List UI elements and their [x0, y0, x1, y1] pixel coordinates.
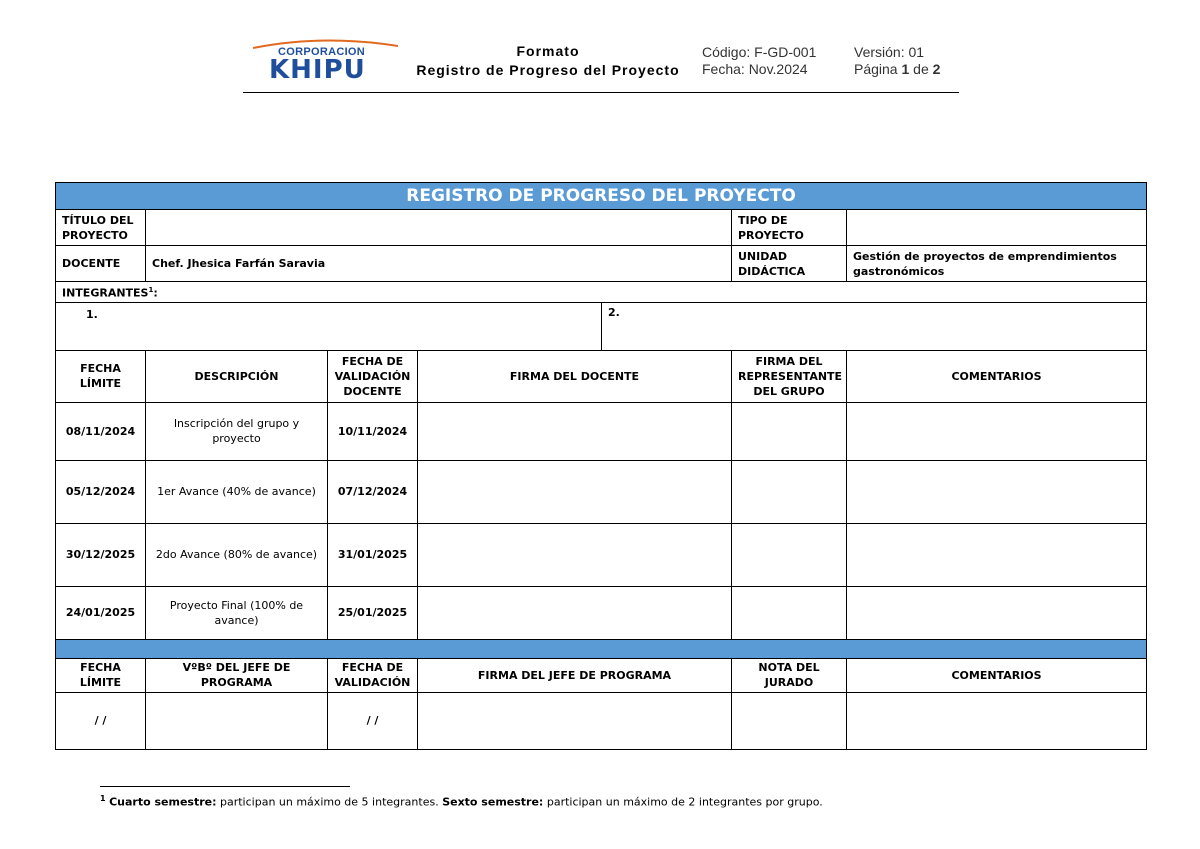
progress-form-table — [55, 182, 1147, 750]
khipu-logo — [248, 36, 398, 86]
row-descripcion: 2do Avance (80% de avance) — [146, 523, 328, 586]
table-row — [56, 523, 1147, 586]
row-firma-representante[interactable] — [732, 586, 847, 639]
form-title-band: REGISTRO DE PROGRESO DEL PROYECTO — [56, 183, 1147, 210]
header-version-block — [854, 44, 940, 78]
page-total: 2 — [932, 61, 941, 77]
row-firma-docente[interactable] — [418, 586, 732, 639]
row-comentarios[interactable] — [847, 460, 1147, 523]
jefe-firma-field[interactable] — [418, 692, 732, 749]
row-firma-representante[interactable] — [732, 523, 847, 586]
row-comentarios[interactable] — [847, 586, 1147, 639]
logo-top-text: CORPORACION — [278, 46, 366, 58]
page-number: 1 — [901, 61, 910, 77]
col-descripcion: DESCRIPCIÓN — [146, 350, 328, 402]
header-page — [854, 61, 940, 78]
titulo-field[interactable] — [146, 210, 732, 246]
footnote-cuarto: Cuarto semestre: — [109, 795, 217, 809]
table-row — [56, 586, 1147, 639]
row-fecha: 05/12/2024 — [56, 460, 146, 523]
unidad-field[interactable]: Gestión de proyectos de emprendimientos gastronómicos — [847, 246, 1147, 282]
jefe-validacion-field[interactable]: / / — [328, 692, 418, 749]
jefe-col-fecha-limite: FECHA LÍMITE — [56, 658, 146, 692]
header-title — [408, 42, 688, 80]
docente-label: DOCENTE — [56, 246, 146, 282]
jefe-nota-field[interactable] — [732, 692, 847, 749]
col-firma-docente: FIRMA DEL DOCENTE — [418, 350, 732, 402]
document-header — [243, 30, 959, 93]
jefe-row — [56, 692, 1147, 749]
header-date: Fecha: Nov.2024 — [702, 61, 808, 77]
row-descripcion: 1er Avance (40% de avance) — [146, 460, 328, 523]
table-row — [56, 460, 1147, 523]
col-firma-representante: FIRMA DEL REPRESENTANTE DEL GRUPO — [732, 350, 847, 402]
footnote-text2: participan un máximo de 2 integrantes por grupo. — [543, 795, 823, 809]
row-descripcion: Proyecto Final (100% de avance) — [146, 586, 328, 639]
col-fecha-validacion: FECHA DE VALIDACIÓN DOCENTE — [328, 350, 418, 402]
jefe-col-firma: FIRMA DEL JEFE DE PROGRAMA — [418, 658, 732, 692]
row-validacion: 31/01/2025 — [328, 523, 418, 586]
integrantes-footnote-ref: 1 — [148, 286, 154, 294]
jefe-col-comentarios: COMENTARIOS — [847, 658, 1147, 692]
jefe-col-nota: NOTA DEL JURADO — [732, 658, 847, 692]
footnote — [100, 794, 823, 809]
row-comentarios[interactable] — [847, 402, 1147, 460]
row-comentarios[interactable] — [847, 523, 1147, 586]
row-firma-representante[interactable] — [732, 460, 847, 523]
logo-main-text: KHIPU — [269, 55, 366, 85]
row-firma-docente[interactable] — [418, 460, 732, 523]
member-1-field[interactable]: 1. — [56, 302, 602, 350]
header-title-line2: Registro de Progreso del Proyecto — [416, 62, 680, 78]
tipo-field[interactable] — [847, 210, 1147, 246]
row-fecha: 30/12/2025 — [56, 523, 146, 586]
row-validacion: 10/11/2024 — [328, 402, 418, 460]
page-mid: de — [909, 61, 933, 77]
titulo-label: TÍTULO DEL PROYECTO — [56, 210, 146, 246]
header-code: Código: F-GD-001 — [702, 44, 817, 60]
footnote-sexto: Sexto semestre: — [442, 795, 544, 809]
table-row — [56, 402, 1147, 460]
col-comentarios: COMENTARIOS — [847, 350, 1147, 402]
footnote-text1: participan un máximo de 5 integrantes. — [216, 795, 443, 809]
row-validacion: 07/12/2024 — [328, 460, 418, 523]
integrantes-text: INTEGRANTES — [62, 286, 149, 300]
jefe-header-row — [56, 658, 1147, 692]
row-firma-representante[interactable] — [732, 402, 847, 460]
row-fecha: 08/11/2024 — [56, 402, 146, 460]
col-fecha-limite: FECHA LÍMITE — [56, 350, 146, 402]
progress-header-row — [56, 350, 1147, 402]
footnote-separator — [100, 786, 350, 787]
jefe-comentarios-field[interactable] — [847, 692, 1147, 749]
row-fecha: 24/01/2025 — [56, 586, 146, 639]
jefe-fecha-field[interactable]: / / — [56, 692, 146, 749]
jefe-col-fecha-validacion: FECHA DE VALIDACIÓN — [328, 658, 418, 692]
member-2-field[interactable]: 2. — [602, 302, 1147, 350]
section-separator-band — [56, 639, 1147, 658]
row-validacion: 25/01/2025 — [328, 586, 418, 639]
header-code-block — [702, 44, 816, 78]
header-title-line1: Formato — [516, 43, 580, 59]
row-firma-docente[interactable] — [418, 402, 732, 460]
docente-field[interactable]: Chef. Jhesica Farfán Saravia — [146, 246, 732, 282]
page-prefix: Página — [854, 61, 902, 77]
tipo-label: TIPO DE PROYECTO — [732, 210, 847, 246]
header-version: Versión: 01 — [854, 44, 925, 60]
jefe-vobo-field[interactable] — [146, 692, 328, 749]
jefe-col-vobo: VºBº DEL JEFE DE PROGRAMA — [146, 658, 328, 692]
integrantes-colon: : — [153, 286, 158, 300]
row-descripcion: Inscripción del grupo y proyecto — [146, 402, 328, 460]
footnote-marker: 1 — [100, 794, 106, 803]
unidad-label: UNIDAD DIDÁCTICA — [732, 246, 847, 282]
row-firma-docente[interactable] — [418, 523, 732, 586]
integrantes-label — [56, 282, 1147, 303]
